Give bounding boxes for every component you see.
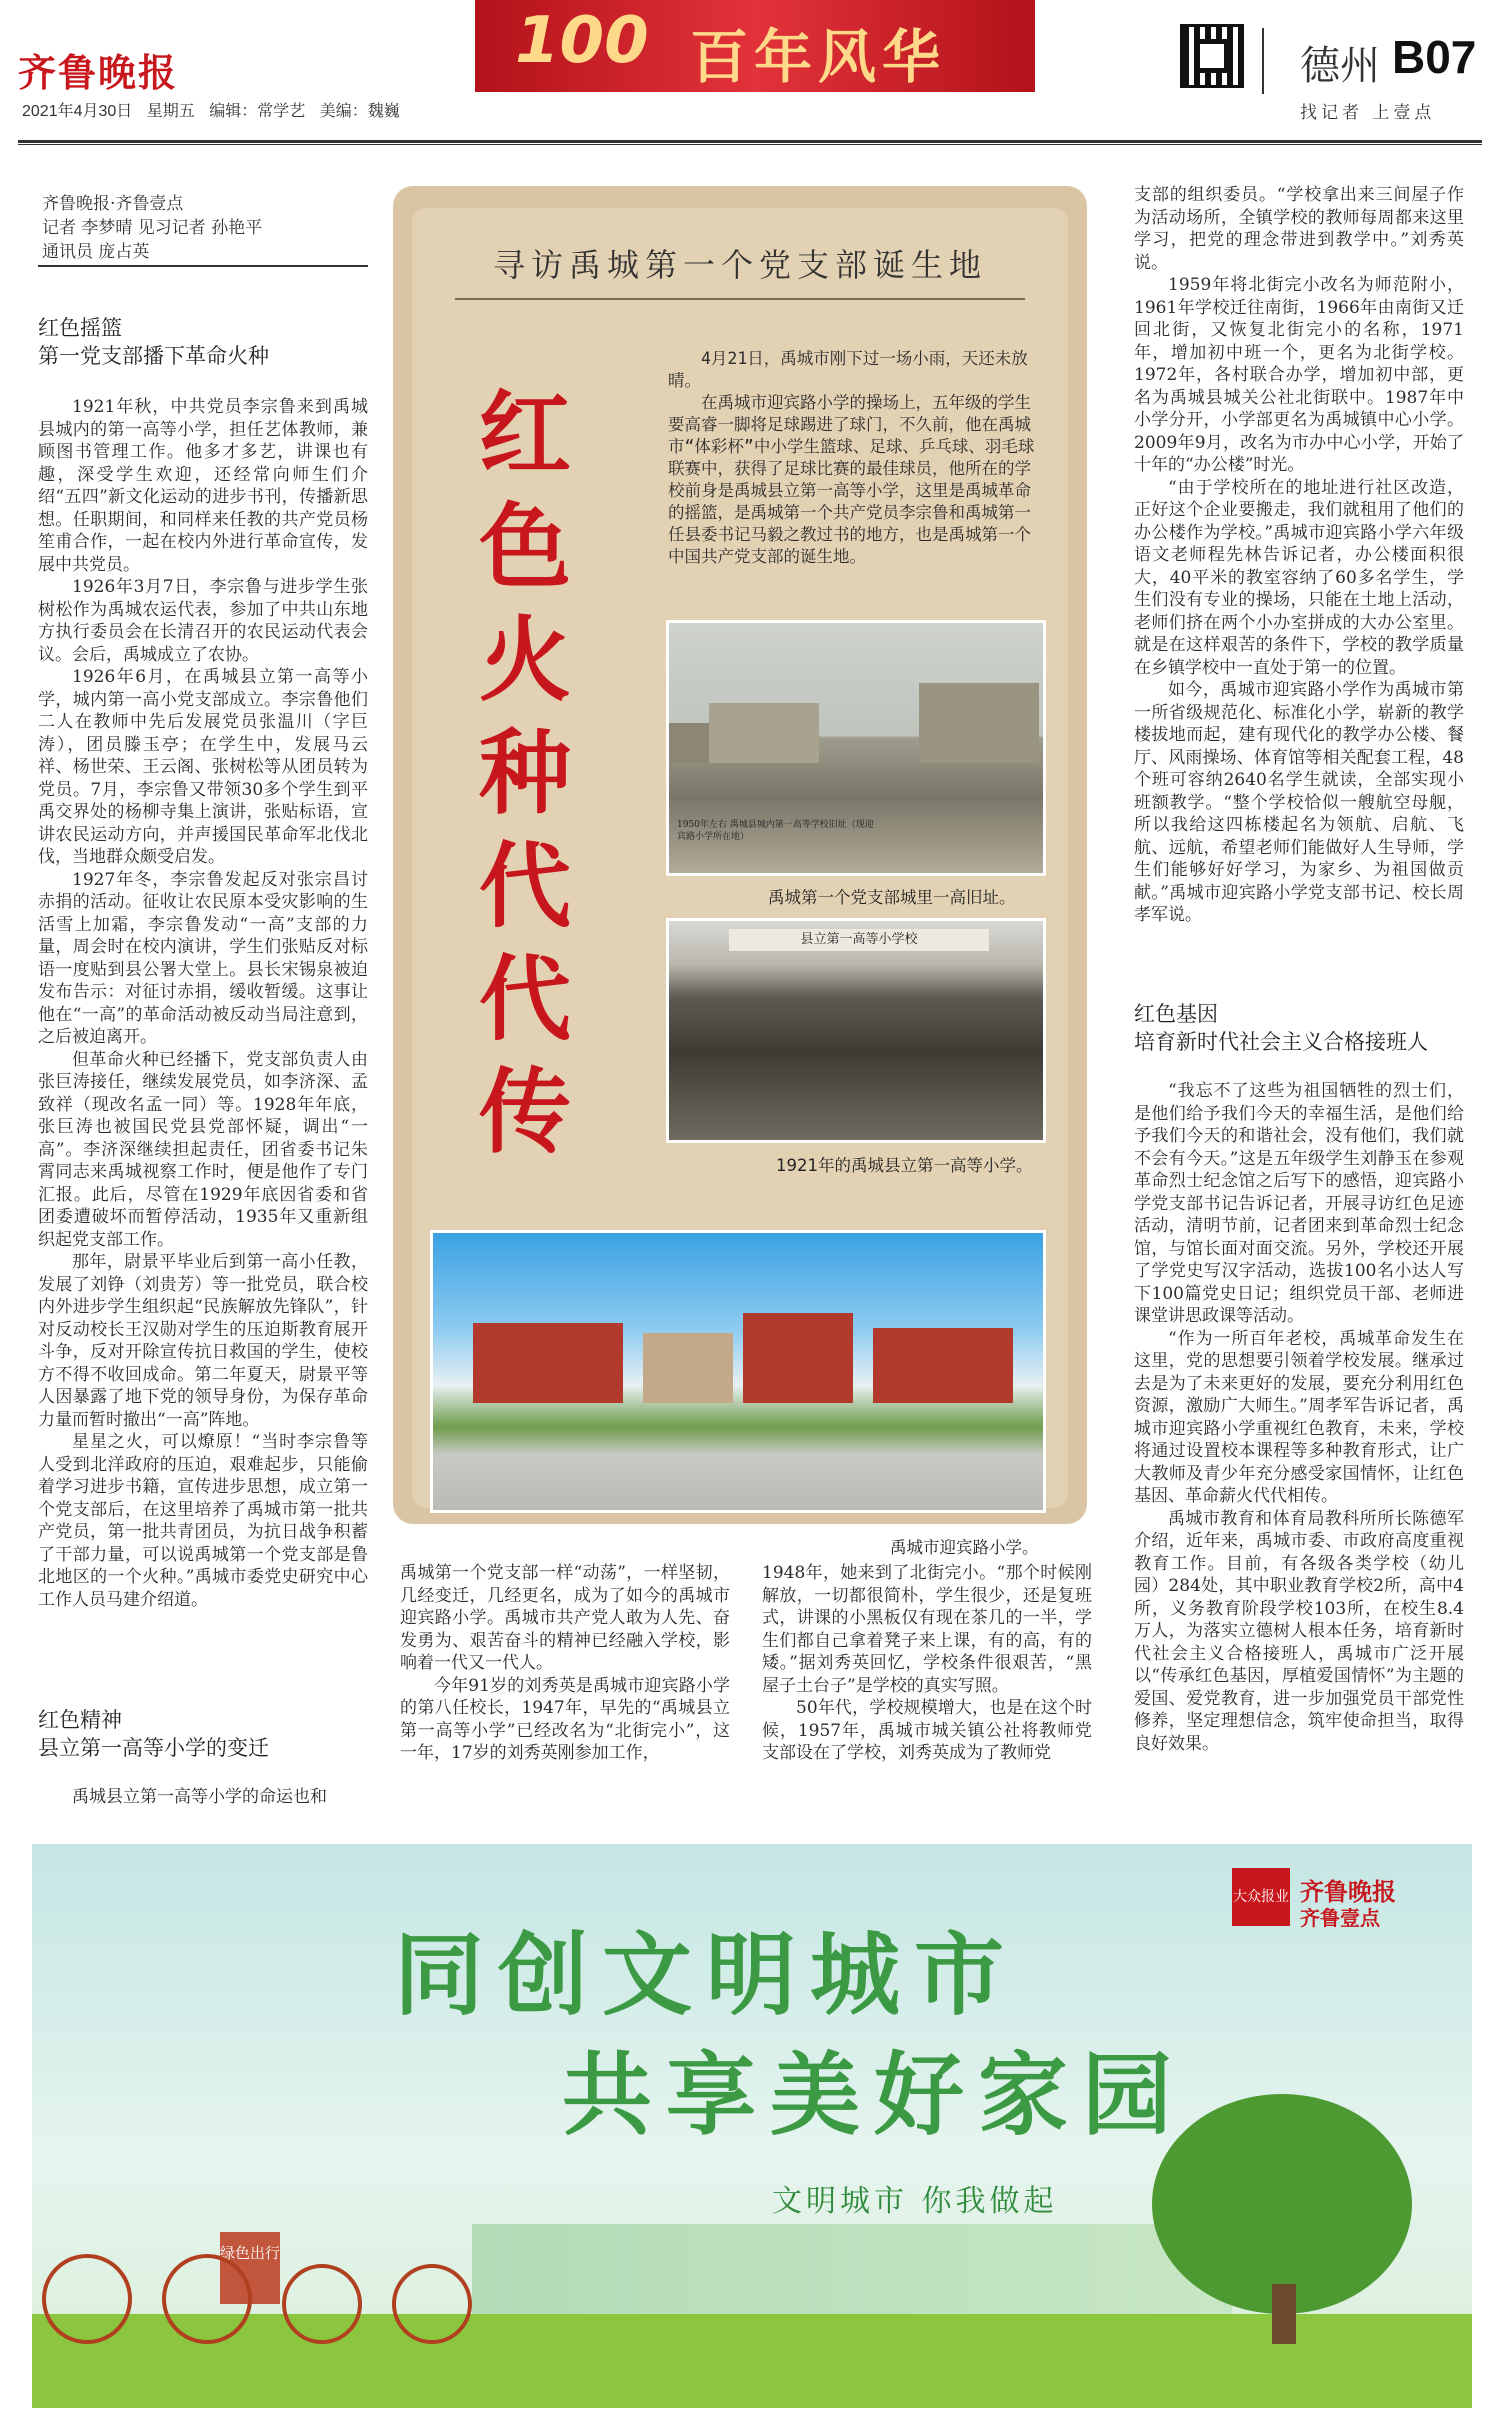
paragraph: 1926年6月，在禹城县立第一高等小学，城内第一高小党支部成立。李宗鲁他们二人在教师中先后发展党员张温川（字巨涛），团员滕玉亭；在学生中，发展马云祥、杨世荣、王云阁、张树松等从团员转为党员。7月，李宗鲁又带领30多个学生到平禹交界处的杨柳寺集上演讲，张贴标语，宣讲农民运动方向，并声援国民革命军北伐北伐，当地群众颇受启发。 <box>38 667 368 867</box>
header-rule-thin <box>18 144 1482 145</box>
dateline <box>22 98 400 121</box>
section3-heading <box>1134 1000 1474 1056</box>
bicycle-wheel-icon <box>392 2264 472 2344</box>
ad-line1: 同创文明城市 <box>394 1923 1018 2028</box>
paragraph: 1921年秋，中共党员李宗鲁来到禹城县城内的第一高等小学，担任艺体教师，兼顾图书管理工作。他多才多艺，讲课也有趣，深受学生欢迎，还经常向师生们介绍“五四”新文化运动的进步书刊，传播新思想。任职期间，和同样来任教的共产党员杨笙甫合作，一起在校内外进行革命宣传，发展中共党员。 <box>38 397 368 575</box>
paragraph: 1927年冬，李宗鲁发起反对张宗昌讨赤捐的活动。征收让农民原本受灾影响的生活雪上加霜，李宗鲁发动“一高”支部的力量，周会时在校内演讲，学生们张贴反对标语一度贴到县公署大堂上。县长宋锡泉被迫发布告示：对征讨赤捐，缓收暂缓。这事让他在“一高”的革命活动被反动当局注意到，之后被迫离开。 <box>38 869 368 1047</box>
paragraph: 1926年3月7日，李宗鲁与进步学生张树松作为禹城农运代表，参加了中共山东地方执行委员会在长清召开的农民运动代表会议。会后，禹城成立了农协。 <box>38 577 368 665</box>
section1-title-b: 第一党支部播下革命火种 <box>38 344 269 368</box>
section2-body-right <box>762 1562 1092 1765</box>
feature-kicker: 寻访禹城第一个党支部诞生地 <box>492 246 987 284</box>
paragraph: 今年91岁的刘秀英是禹城市迎宾路小学的第八任校长，1947年，早先的“禹城县立第一高等小学”已经改名为“北街完小”，这一年，17岁的刘秀英刚参加工作， <box>400 1675 730 1763</box>
paragraph: 星星之火，可以燎原！“当时李宗鲁等人受到北洋政府的压迫，艰难起步，只能偷着学习进步书籍，宣传进步思想，成立第一个党支部后，在这里培养了禹城市第一批共产党员，第一批共青团员，为抗日战争积蓄了干部力量，可以说禹城第一个党支部是鲁北地区的一个火种。”禹城市委党史研究中心工作人员马建介绍道。 <box>38 1432 368 1610</box>
tree-icon <box>1152 2094 1412 2314</box>
bicycle-wheel-icon <box>42 2254 132 2344</box>
photo-old-school-site <box>666 620 1046 876</box>
lede-paragraph: 在禹城市迎宾路小学的操场上，五年级的学生要高睿一脚将足球踢进了球门，不久前，他在禹城市“体彩杯”中小学生篮球、足球、乒乓球、羽毛球联赛中，获得了足球比赛的最佳球员，他所在的学校前身是禹城县立第一高等小学，这里是禹城革命的摇篮，是禹城第一个共产党员李宗鲁和禹城第一任县委书记马毅之教过书的地方，也是禹城第一个中国共产党支部的诞生地。 <box>668 393 1035 566</box>
qr-code-icon[interactable] <box>1180 24 1244 88</box>
lede-paragraph: 4月21日，禹城市刚下过一场小雨，天还未放晴。 <box>668 349 1028 390</box>
paragraph: 支部的组织委员。“学校拿出来三间屋子作为活动场所，全镇学校的教师每周都来这里学习，把党的理念带进到教学中。”刘秀英说。 <box>1134 185 1464 273</box>
section1-title-a: 红色摇篮 <box>38 316 122 340</box>
editor: 编辑：常学艺 <box>209 103 306 120</box>
byline-line: 齐鲁晚报·齐鲁壹点 <box>42 194 184 214</box>
paragraph: 50年代，学校规模增大，也是在这个时候，1957年，禹城市城关镇公社将教师党支部设在了学校，刘秀英成为了教师党 <box>762 1698 1092 1763</box>
section2-title-b: 县立第一高等小学的变迁 <box>38 1736 269 1760</box>
photo-yingbinlu-school <box>430 1230 1046 1513</box>
paragraph: 但革命火种已经播下，党支部负责人由张巨涛接任，继续发展党员，如李济深、孟致祥（现改名孟一同）等。1928年年底，张巨涛也被国民党县党部怀疑，调出“一高”。李济深继续担起责任，团省委书记朱霄同志来禹城视察工作时，便是他作了专门汇报。此后，尽管在1929年底因省委和省团委遭破坏而暂停活动，1935年又重新组织起党支部工作。 <box>38 1049 368 1250</box>
edition-divider <box>1262 28 1264 94</box>
photo2-caption: 1921年的禹城县立第一高等小学。 <box>776 1156 1033 1175</box>
paragraph: 那年，尉景平毕业后到第一高小任教，发展了刘铮（刘贵芳）等一批党员，联合校内外进步学生组织起“民族解放先锋队”，针对反动校长王汉勋对学生的压迫斯教育展开斗争，反对开除宣传抗日救国的学生，使校方不得不收回成命。第二年夏天，尉景平等人因暴露了地下党的领导身份，为保存革命力量而暂时撤出“一高”阵地。 <box>38 1252 368 1430</box>
kicker-underline <box>455 298 1025 300</box>
section1-heading <box>38 314 368 370</box>
dazhong-logo: 大众报业 <box>1232 1868 1290 1926</box>
bicycle-wheel-icon <box>162 2254 252 2344</box>
designer: 美编：魏巍 <box>319 103 400 120</box>
ad-slogan: 文明城市 你我做起 <box>772 2184 1058 2219</box>
photo2-sign: 县立第一高等小学校 <box>729 929 989 951</box>
ad-skyline <box>472 2224 1232 2314</box>
byline <box>42 192 362 264</box>
right-column-body <box>1134 184 1464 927</box>
ad-line2: 共享美好家园 <box>562 2043 1186 2148</box>
masthead-logo: 齐鲁晚报 <box>18 50 179 95</box>
weekday: 星期五 <box>146 103 195 120</box>
qilu-evening-logo: 齐鲁晚报 <box>1300 1877 1396 1906</box>
tree-trunk <box>1272 2284 1296 2344</box>
paragraph: 如今，禹城市迎宾路小学作为禹城市第一所省级规范化、标准化小学，崭新的教学楼拔地而起，建有现代化的教学办公楼、餐厅、风雨操场、体育馆等相关配套工程，48个班可容纳2640名学生就读，全部实现小班额教学。“整个学校恰似一艘航空母舰，所以我给这四栋楼起名为领航、启航、飞航、远航，希望老师们能做好人生导师，学生们能够好好学习，为家乡、为祖国做贡献。”禹城市迎宾路小学党支部书记、校长周孝军说。 <box>1134 680 1464 925</box>
paragraph: 禹城第一个党支部一样“动荡”，一样坚韧，几经变迁，几经更名，成为了如今的禹城市迎宾路小学。禹城市共产党人敢为人先、奋发勇为、艰苦奋斗的精神已经融入学校，影响着一代又一代人。 <box>400 1563 730 1673</box>
section1-body <box>38 396 368 1611</box>
byline-line: 通讯员 庞占英 <box>42 242 150 262</box>
paragraph: “作为一所百年老校，禹城革命发生在这里，党的思想要引领着学校发展。继承过去是为了未来更好的发展，要充分利用红色资源，激励广大师生。”周孝军告诉记者，禹城市迎宾路小学重视红色教育，未来，学校将通过设置校本课程等多种教育形式，让广大教师及青少年充分感受家国情怀，让红色基因、革命薪火代代相传。 <box>1134 1328 1464 1506</box>
photo3-caption: 禹城市迎宾路小学。 <box>890 1538 1039 1557</box>
headline: 红色火种代代传 <box>478 381 571 1166</box>
paragraph: 禹城市教育和体育局教科所所长陈德军介绍，近年来，禹城市委、市政府高度重视教育工作。目前，有各级各类学校（幼儿园）284处，其中职业教育学校2所，高中4所，义务教育阶段学校103所，在校生8.4万人，为落实立德树人根本任务，培育新时代社会主义合格接班人，禹城市广泛开展以“传承红色基因，厚植爱国情怀”为主题的爱国、爱党教育，进一步加强党员干部党性修养，坚定理想信念，筑牢使命担当，取得良好效果。 <box>1134 1508 1464 1754</box>
byline-rule <box>38 265 368 267</box>
section2-title-a: 红色精神 <box>38 1708 122 1732</box>
section2-heading <box>38 1706 368 1762</box>
photo-inset-caption: 1950年左右 禹城县城内第一高等学校旧址（现迎宾路小学所在地） <box>677 820 874 842</box>
paragraph: “我忘不了这些为祖国牺牲的烈士们，是他们给予我们今天的幸福生活，是他们给予我们今天的和谐社会，没有他们，我们就不会有今天。”这是五年级学生刘静玉在参观革命烈士纪念馆之后写下的感悟，迎宾路小学党支部书记告诉记者，开展寻访红色足迹活动，清明节前，记者团来到革命烈士纪念馆，与馆长面对面交流。另外，学校还开展了学党史写汉字活动，选拔100名小达人写下100篇党史日记；组织党员干部、老师进课堂讲思政课等活动。 <box>1134 1081 1464 1326</box>
byline-line: 记者 李梦晴 见习记者 孙艳平 <box>42 218 263 238</box>
page-number: B07 <box>1392 31 1477 83</box>
section2-body-mid <box>400 1562 730 1765</box>
header-tagline: 找记者 上壹点 <box>1300 103 1436 123</box>
paragraph: 1959年将北街完小改名为师范附小，1961年学校迁往南街，1966年由南街又迁回北街，又恢复北街完小的名称，1971年，增加初中班一个，更名为北街学校。1972年，各村联合办学，增加初中部，更名为禹城县城关公社北街联中。1987年中小学分开，小学部更名为禹城镇中心小学。2009年9月，改名为市办中心小学，开始了十年的“办公楼”时光。 <box>1134 275 1464 475</box>
paragraph: “由于学校所在的地址进行社区改造，正好这个企业要搬走，我们就租用了他们的办公楼作为学校。”禹城市迎宾路小学六年级语文老师程先林告诉记者，办公楼面积很大，40平米的教室容纳了60多名学生，学生们没有专业的操场，只能在土地上活动，老师们挤在两个小办室拼成的大办公室里。就是在这样艰苦的条件下，学校的教学质量在乡镇学校中一直处于第一的位置。 <box>1134 477 1464 678</box>
green-travel-sign: 绿色出行 <box>220 2232 280 2304</box>
section3-title-b: 培育新时代社会主义合格接班人 <box>1134 1030 1428 1054</box>
edition-city: 德州 <box>1300 43 1380 89</box>
lede <box>668 348 1046 568</box>
qilu-yidian-logo: 齐鲁壹点 <box>1300 1906 1380 1930</box>
header-rule <box>18 140 1482 143</box>
banner-text: 百年风华 <box>690 23 947 91</box>
photo-1921-group <box>666 918 1046 1143</box>
section3-title-a: 红色基因 <box>1134 1002 1218 1026</box>
banner-number: 100 <box>515 4 649 78</box>
paragraph: 1948年，她来到了北街完小。“那个时候刚解放，一切都很简朴，学生很少，还是复班式，讲课的小黑板仅有现在茶几的一半，学生们都自己拿着凳子来上课，有的高，有的矮。”据刘秀英回忆，学校条件很艰苦，“黑屋子土台子”是学校的真实写照。 <box>762 1563 1092 1696</box>
bicycle-wheel-icon <box>282 2264 362 2344</box>
date: 2021年4月30日 <box>22 103 133 120</box>
centennial-banner <box>475 0 1035 92</box>
photo1-caption: 禹城第一个党支部城里一高旧址。 <box>768 888 1016 907</box>
section2-body-start <box>38 1786 368 1809</box>
ad-ground <box>32 2314 1472 2408</box>
section3-body <box>1134 1080 1464 1755</box>
civilization-ad <box>32 1844 1472 2408</box>
paragraph: 禹城县立第一高等小学的命运也和 <box>72 1787 327 1807</box>
